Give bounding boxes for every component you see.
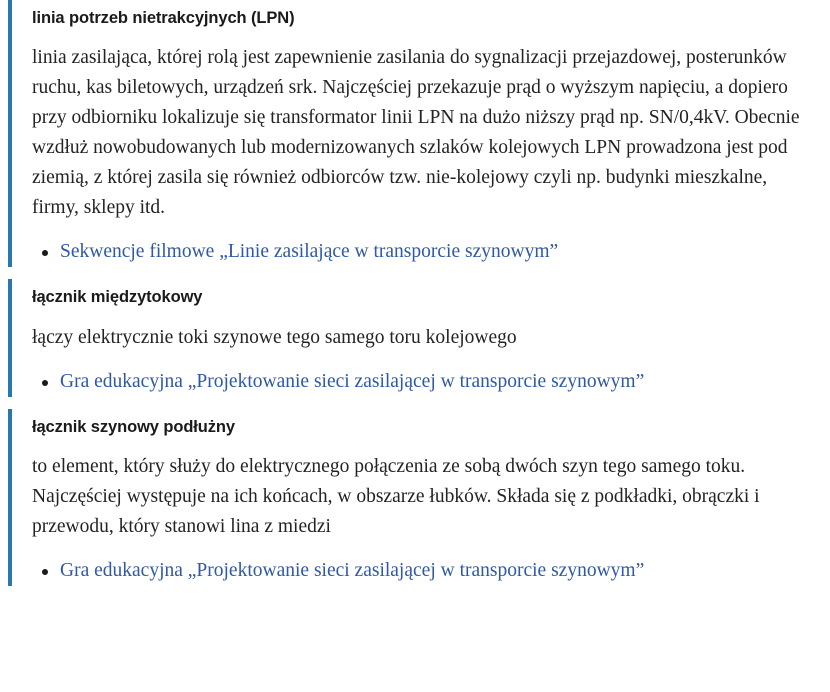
list-item [60,367,830,397]
glossary-term: linia potrzeb nietrakcyjnych (LPN) [32,9,295,27]
glossary-entry [8,0,830,267]
related-resource-link[interactable]: Gra edukacyjna „Projektowanie sieci zasilającej w transporcie szynowym” [60,370,645,392]
list-item [60,237,830,267]
related-resource-list [32,237,830,267]
glossary-definition: łączy elektrycznie toki szynowe tego samego toru kolejowego [32,326,517,348]
glossary-entry [8,409,830,586]
glossary-term: łącznik szynowy podłużny [32,417,235,436]
glossary-term: łącznik międzytokowy [32,288,203,307]
list-item [60,556,830,586]
glossary-definition: linia zasilająca, której rolą jest zapewnienie zasilania do sygnalizacji przejazdowej, posterunków ruchu, kas biletowych, urządzeń srk. Najczęściej przekazuje prąd o wyższym napięciu, a dopiero przy odbiorniku lokalizuje się transformator linii LPN na dużo niższy prąd np. SN/0,4kV. Obecnie wzdłuż nowobudowanych lub modernizowanych szlaków kolejowych LPN prowadzona jest pod ziemią, z której zasila się również odbiorców tzw. nie-kolejowy czyli np. budynki mieszkalne, firmy, sklepy itd. [32,47,800,219]
glossary-entry [8,279,830,396]
related-resource-link[interactable]: Sekwencje filmowe „Linie zasilające w transporcie szynowym” [60,241,559,263]
related-resource-link[interactable]: Gra edukacyjna „Projektowanie sieci zasilającej w transporcie szynowym” [60,559,645,581]
related-resource-list [32,367,830,397]
related-resource-list [32,556,830,586]
glossary-definition: to element, który służy do elektrycznego połączenia ze sobą dwóch szyn tego samego toku. Najczęściej występuje na ich końcach, w obszarze łubków. Składa się z podkładki, obrączki i przewodu, który stanowi lina z miedzi [32,455,760,537]
